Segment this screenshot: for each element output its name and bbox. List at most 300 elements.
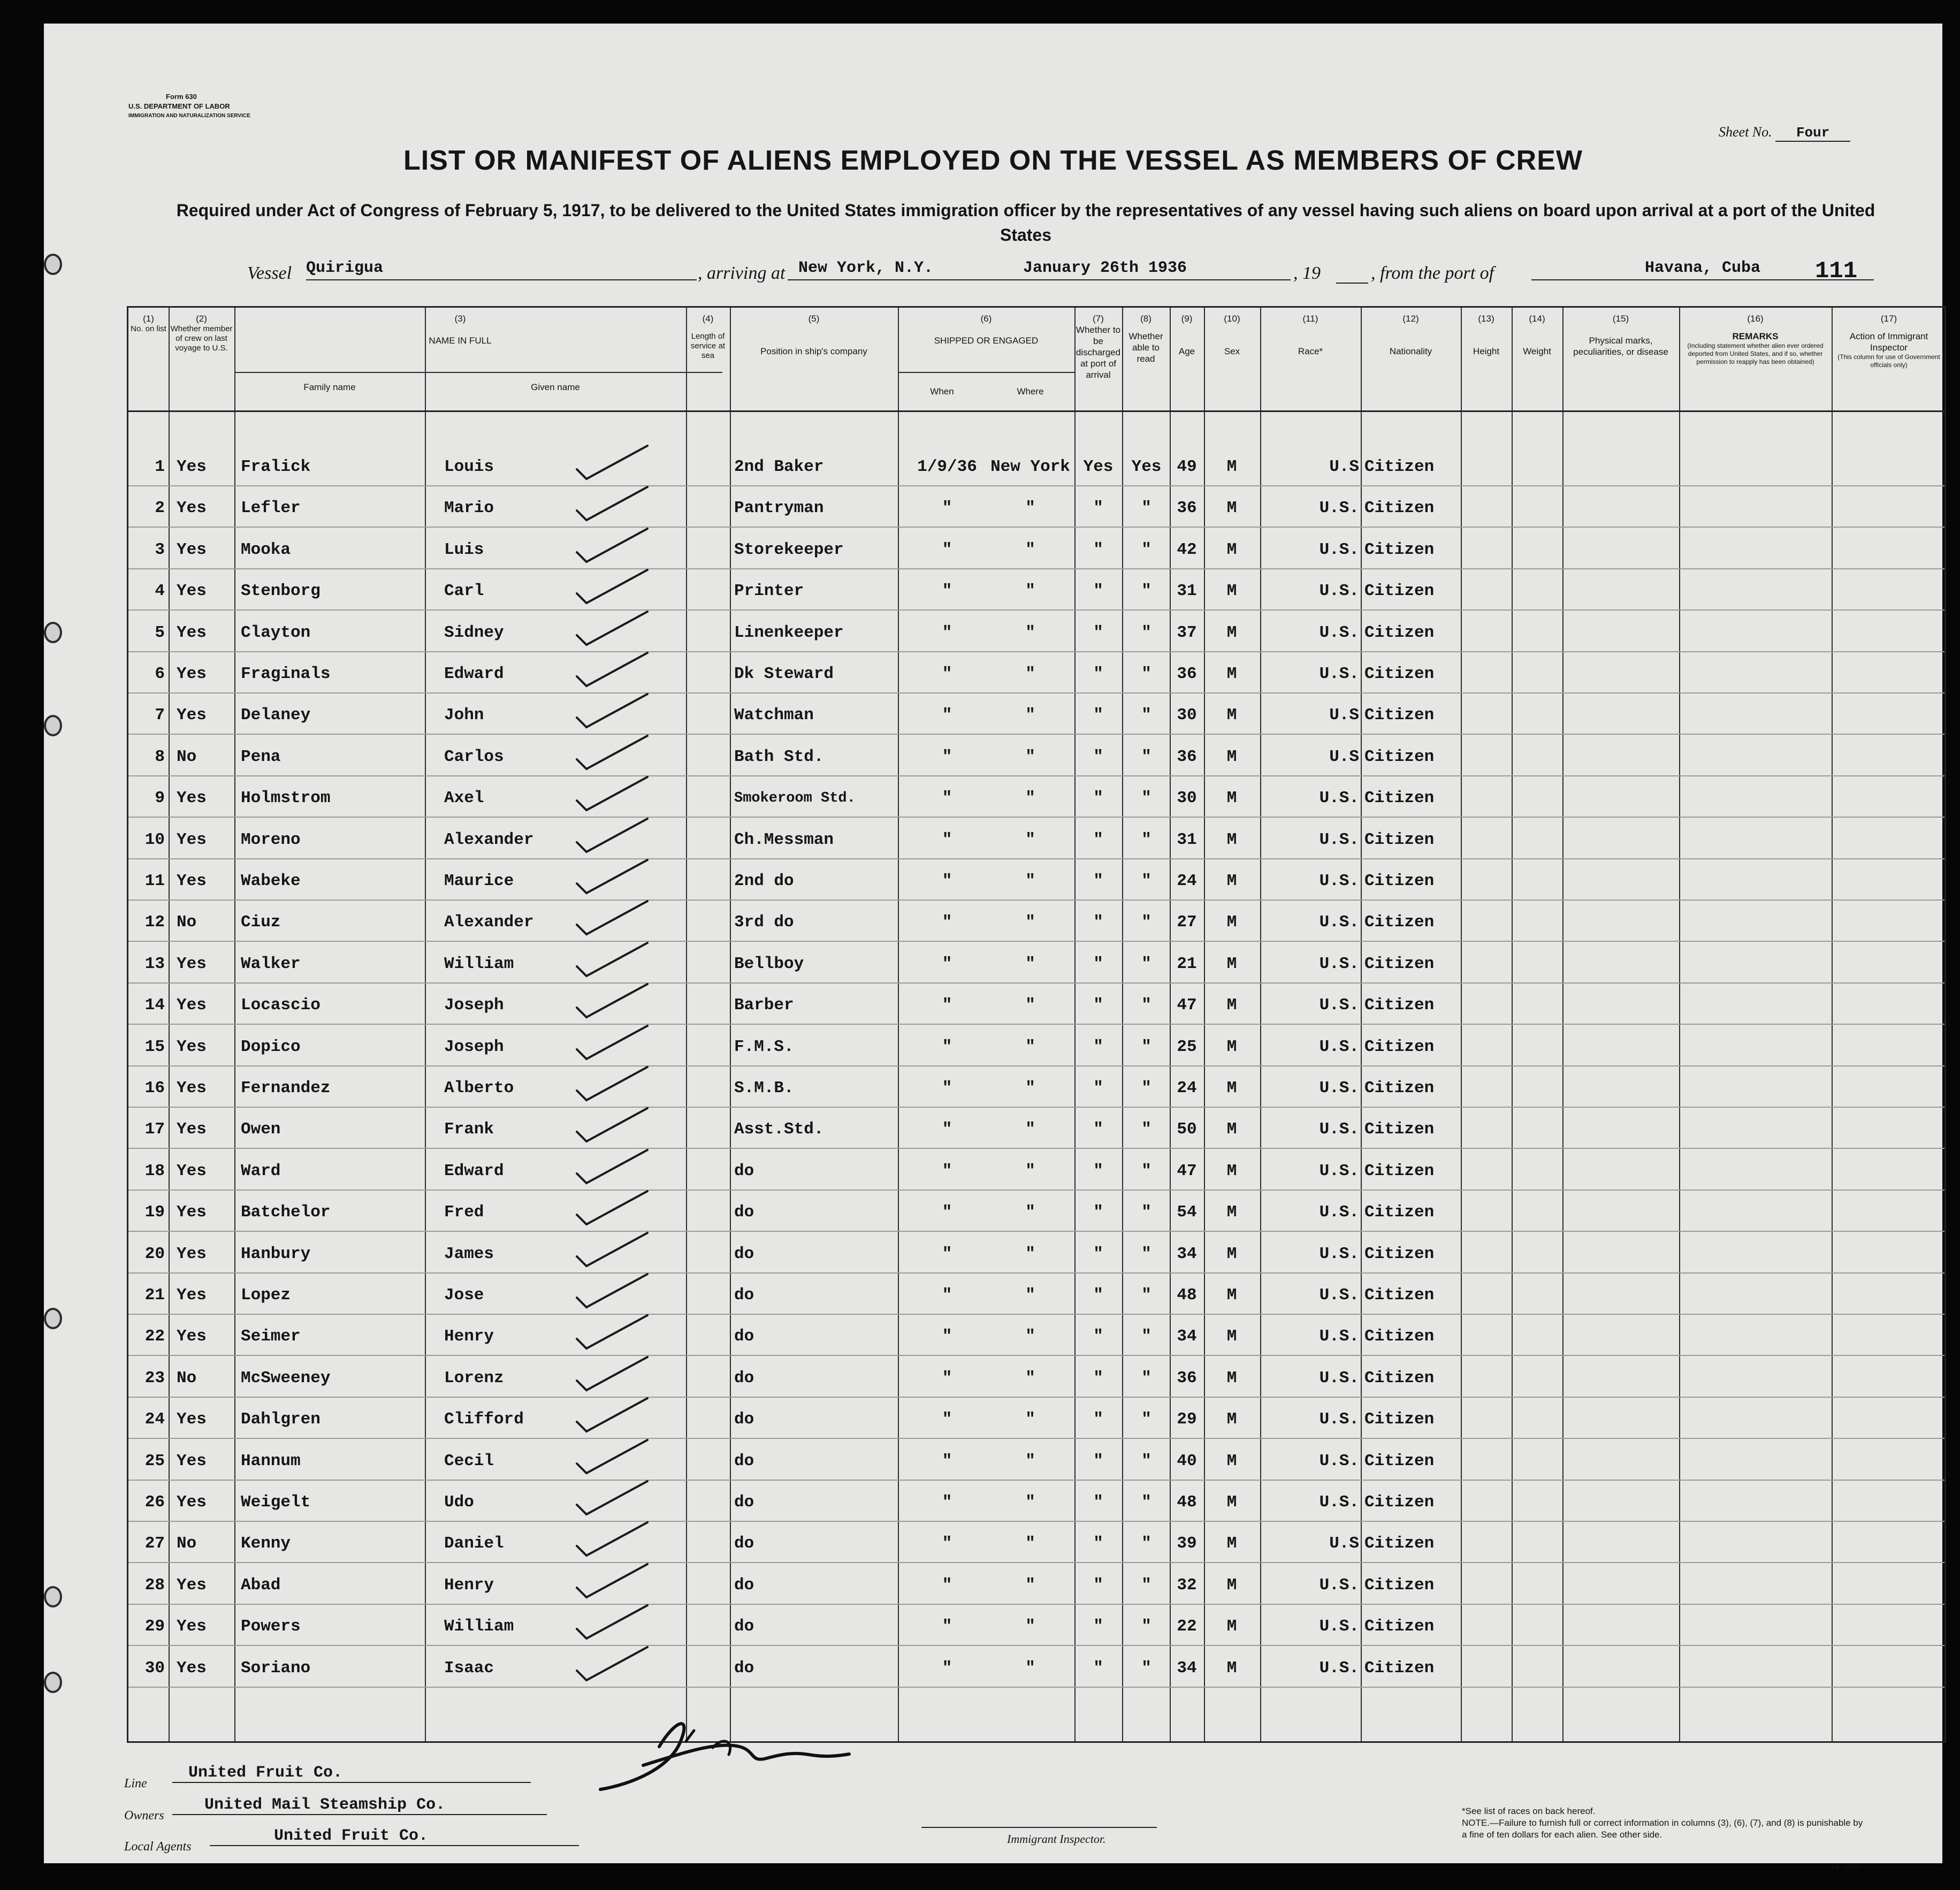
- cell-no: 12: [144, 913, 165, 932]
- cell-last: Yes: [177, 1244, 207, 1263]
- checkmark-icon: [573, 775, 653, 812]
- cell-position: 2nd do: [734, 872, 794, 890]
- cell-race: U.S: [1329, 458, 1359, 476]
- cell-race: U.S.: [1319, 1244, 1359, 1263]
- cell-no: 15: [144, 1037, 165, 1056]
- cell-discharged: ": [1093, 582, 1103, 601]
- cell-when: ": [942, 830, 952, 849]
- cell-when: ": [942, 665, 952, 683]
- cell-when: ": [942, 1493, 952, 1512]
- cell-last: Yes: [177, 830, 207, 849]
- checkmark-icon: [573, 1520, 653, 1558]
- cell-read: ": [1141, 913, 1151, 932]
- cell-nationality: Citizen: [1364, 872, 1435, 890]
- races-note: *See list of races on back hereof.: [1462, 1806, 1596, 1816]
- cell-age: 29: [1177, 1410, 1197, 1429]
- cell-discharged: ": [1093, 1575, 1103, 1595]
- cell-where: ": [1025, 623, 1035, 642]
- cell-discharged: ": [1093, 1244, 1103, 1263]
- cell-race: U.S.: [1319, 954, 1359, 973]
- cell-where: ": [1025, 1203, 1035, 1222]
- cell-discharged: Yes: [1083, 458, 1114, 476]
- col5-number: (5): [808, 314, 820, 324]
- cell-given: Louis: [444, 458, 494, 476]
- cell-read: ": [1141, 747, 1151, 766]
- cell-no: 16: [144, 1079, 165, 1098]
- form-code: 14—1260: [1831, 1863, 1859, 1871]
- cell-when: ": [942, 1575, 952, 1595]
- cell-discharged: ": [1093, 706, 1103, 725]
- cell-position: 3rd do: [734, 913, 794, 932]
- cell-no: 11: [144, 872, 165, 890]
- cell-family: Clayton: [241, 623, 311, 642]
- cell-discharged: ": [1093, 1120, 1103, 1139]
- cell-no: 19: [144, 1203, 165, 1222]
- manifest-number: 111: [1815, 258, 1858, 285]
- cell-no: 30: [144, 1658, 165, 1678]
- cell-race: U.S: [1329, 706, 1359, 725]
- fine-note: NOTE.—Failure to furnish full or correct information in columns (3), (6), (7), and (8) is punishable by a fine of ten dollars for each alien. See other side.: [1462, 1818, 1863, 1840]
- cell-discharged: ": [1093, 1658, 1103, 1678]
- cell-when: ": [942, 996, 952, 1015]
- cell-given: John: [444, 706, 484, 725]
- cell-discharged: ": [1093, 747, 1103, 766]
- cell-position: Watchman: [734, 706, 814, 725]
- table-row: [128, 1442, 1944, 1483]
- cell-race: U.S.: [1319, 830, 1359, 849]
- cell-where: ": [1025, 665, 1035, 683]
- cell-nationality: Citizen: [1364, 1617, 1435, 1636]
- cell-where: ": [1025, 913, 1035, 932]
- cell-given: Luis: [444, 540, 484, 559]
- year-label: , 19: [1293, 263, 1321, 283]
- checkmark-icon: [573, 858, 653, 895]
- cell-when: ": [942, 1410, 952, 1429]
- table-row: [128, 489, 1944, 530]
- cell-no: 24: [144, 1410, 165, 1429]
- cell-discharged: ": [1093, 830, 1103, 849]
- cell-age: 24: [1177, 1079, 1197, 1098]
- cell-sex: M: [1226, 747, 1237, 766]
- cell-read: ": [1141, 996, 1151, 1015]
- cell-position: do: [734, 1244, 754, 1263]
- cell-discharged: ": [1093, 1161, 1103, 1180]
- cell-family: Batchelor: [241, 1203, 331, 1222]
- checkmark-icon: [573, 1148, 653, 1185]
- col11-label: Race*: [1298, 346, 1323, 356]
- checkmark-icon: [573, 899, 653, 936]
- cell-given: Isaac: [444, 1658, 494, 1678]
- col4-label: Length of service at sea: [690, 332, 726, 360]
- cell-position: do: [734, 1451, 754, 1470]
- checkmark-icon: [573, 817, 653, 854]
- cell-nationality: Citizen: [1364, 1368, 1435, 1388]
- cell-age: 36: [1177, 1368, 1197, 1388]
- table-row: [128, 1607, 1944, 1648]
- cell-sex: M: [1226, 913, 1237, 932]
- cell-sex: M: [1226, 1410, 1237, 1429]
- checkmark-icon: [573, 1479, 653, 1516]
- table-row: [128, 1400, 1944, 1441]
- col16-number: (16): [1747, 314, 1764, 324]
- cell-where: ": [1025, 830, 1035, 849]
- binder-hole: [44, 254, 62, 275]
- cell-discharged: ": [1093, 1493, 1103, 1512]
- cell-read: ": [1141, 623, 1151, 642]
- cell-read: Yes: [1131, 458, 1162, 476]
- cell-when: ": [942, 1286, 952, 1305]
- cell-last: No: [177, 1534, 197, 1553]
- cell-where: ": [1025, 499, 1035, 518]
- cell-last: Yes: [177, 1451, 207, 1470]
- cell-where: ": [1025, 789, 1035, 808]
- cell-nationality: Citizen: [1364, 1079, 1435, 1098]
- cell-nationality: Citizen: [1364, 540, 1435, 559]
- cell-sex: M: [1226, 1575, 1237, 1595]
- cell-discharged: ": [1093, 1327, 1103, 1346]
- cell-sex: M: [1226, 1203, 1237, 1222]
- cell-sex: M: [1226, 789, 1237, 808]
- cell-nationality: Citizen: [1364, 706, 1435, 725]
- cell-when: ": [942, 1120, 952, 1139]
- cell-last: Yes: [177, 665, 207, 683]
- cell-last: Yes: [177, 1617, 207, 1636]
- cell-nationality: Citizen: [1364, 1203, 1435, 1222]
- binder-hole: [44, 1586, 62, 1607]
- cell-family: Dahlgren: [241, 1410, 321, 1429]
- col9-label: Age: [1178, 346, 1195, 356]
- cell-discharged: ": [1093, 1079, 1103, 1098]
- col13-number: (13): [1478, 314, 1494, 324]
- cell-family: Fernandez: [241, 1079, 331, 1098]
- cell-given: Alexander: [444, 913, 534, 932]
- cell-given: Carlos: [444, 747, 504, 766]
- cell-position: 2nd Baker: [734, 458, 824, 476]
- cell-race: U.S.: [1319, 1368, 1359, 1388]
- footer-notes: [1462, 1805, 1869, 1841]
- checkmark-icon: [573, 568, 653, 605]
- cell-age: 54: [1177, 1203, 1197, 1222]
- cell-nationality: Citizen: [1364, 1244, 1435, 1263]
- checkmark-icon: [573, 734, 653, 771]
- cell-no: 17: [144, 1120, 165, 1139]
- form-number: Form 630: [166, 93, 197, 101]
- cell-nationality: Citizen: [1364, 996, 1435, 1015]
- cell-where: ": [1025, 1244, 1035, 1263]
- cell-sex: M: [1226, 1534, 1237, 1553]
- cell-position: Pantryman: [734, 499, 824, 518]
- cell-nationality: Citizen: [1364, 1575, 1435, 1595]
- table-row: [128, 614, 1944, 654]
- checkmark-icon: [573, 1106, 653, 1144]
- cell-sex: M: [1226, 1079, 1237, 1098]
- cell-race: U.S.: [1319, 1037, 1359, 1056]
- cell-nationality: Citizen: [1364, 747, 1435, 766]
- table-row: [128, 1069, 1944, 1110]
- cell-read: ": [1141, 499, 1151, 518]
- cell-where: ": [1025, 1037, 1035, 1056]
- sheet-number-label: Sheet No.: [1719, 124, 1772, 140]
- cell-given: Fred: [444, 1203, 484, 1222]
- col10-label: Sex: [1224, 346, 1240, 356]
- col6-where-header: Where: [1017, 386, 1044, 397]
- cell-family: Walker: [241, 954, 301, 973]
- cell-race: U.S.: [1319, 872, 1359, 890]
- table-row: [128, 655, 1944, 696]
- cell-when: ": [942, 623, 952, 642]
- cell-race: U.S.: [1319, 1617, 1359, 1636]
- cell-where: ": [1025, 1327, 1035, 1346]
- cell-family: Pena: [241, 747, 281, 766]
- cell-where: ": [1025, 540, 1035, 559]
- cell-sex: M: [1226, 1037, 1237, 1056]
- cell-when: ": [942, 540, 952, 559]
- checkmark-icon: [573, 1355, 653, 1392]
- cell-discharged: ": [1093, 1037, 1103, 1056]
- service-name: IMMIGRATION AND NATURALIZATION SERVICE: [128, 113, 250, 119]
- vessel-value: Quirigua: [306, 259, 697, 280]
- table-row: [128, 1193, 1944, 1234]
- col2-number: (2): [196, 314, 207, 324]
- cell-no: 26: [144, 1493, 165, 1512]
- cell-sex: M: [1226, 582, 1237, 601]
- cell-read: ": [1141, 1244, 1151, 1263]
- cell-race: U.S: [1329, 1534, 1359, 1553]
- checkmark-icon: [573, 444, 653, 481]
- cell-no: 14: [144, 996, 165, 1015]
- cell-age: 34: [1177, 1658, 1197, 1678]
- cell-sex: M: [1226, 706, 1237, 725]
- cell-position: Dk Steward: [734, 665, 834, 683]
- cell-where: ": [1025, 706, 1035, 725]
- cell-read: ": [1141, 582, 1151, 601]
- cell-position: S.M.B.: [734, 1079, 794, 1098]
- cell-last: Yes: [177, 582, 207, 601]
- cell-family: Moreno: [241, 830, 301, 849]
- cell-given: Clifford: [444, 1410, 524, 1429]
- cell-no: 8: [155, 747, 165, 766]
- manifest-sheet: [44, 24, 1942, 1871]
- cell-no: 25: [144, 1451, 165, 1470]
- col3-given-header: Given name: [531, 382, 580, 392]
- cell-family: Mooka: [241, 540, 291, 559]
- cell-last: Yes: [177, 954, 207, 973]
- col1-number: (1): [143, 314, 154, 324]
- cell-race: U.S.: [1319, 789, 1359, 808]
- cell-no: 28: [144, 1575, 165, 1595]
- cell-family: McSweeney: [241, 1368, 331, 1388]
- cell-position: do: [734, 1617, 754, 1636]
- cell-age: 36: [1177, 499, 1197, 518]
- cell-where: ": [1025, 1451, 1035, 1470]
- cell-when: ": [942, 1658, 952, 1678]
- cell-race: U.S.: [1319, 1658, 1359, 1678]
- cell-discharged: ": [1093, 913, 1103, 932]
- checkmark-icon: [573, 527, 653, 564]
- cell-sex: M: [1226, 540, 1237, 559]
- cell-family: Lopez: [241, 1286, 291, 1305]
- cell-nationality: Citizen: [1364, 458, 1435, 476]
- cell-when: ": [942, 789, 952, 808]
- cell-last: Yes: [177, 789, 207, 808]
- cell-age: 31: [1177, 582, 1197, 601]
- cell-sex: M: [1226, 954, 1237, 973]
- cell-age: 50: [1177, 1120, 1197, 1139]
- page-title: LIST OR MANIFEST OF ALIENS EMPLOYED ON THE VESSEL AS MEMBERS OF CREW: [403, 145, 1583, 176]
- date-value: January 26th 1936: [1023, 259, 1291, 280]
- sheet-number-value: Four: [1775, 125, 1850, 142]
- cell-no: 22: [144, 1327, 165, 1346]
- cell-position: Barber: [734, 996, 794, 1015]
- cell-where: ": [1025, 582, 1035, 601]
- table-row: [128, 1028, 1944, 1069]
- cell-race: U.S.: [1319, 540, 1359, 559]
- cell-sex: M: [1226, 1493, 1237, 1512]
- cell-given: James: [444, 1244, 494, 1263]
- cell-sex: M: [1226, 1120, 1237, 1139]
- cell-family: Seimer: [241, 1327, 301, 1346]
- cell-given: Cecil: [444, 1451, 494, 1470]
- cell-sex: M: [1226, 1658, 1237, 1678]
- table-row: [128, 531, 1944, 571]
- col6-label: SHIPPED OR ENGAGED: [934, 336, 1039, 346]
- form-identifier: [128, 92, 250, 121]
- cell-race: U.S.: [1319, 499, 1359, 518]
- cell-when: ": [942, 747, 952, 766]
- cell-age: 42: [1177, 540, 1197, 559]
- cell-family: Dopico: [241, 1037, 301, 1056]
- checkmark-icon: [573, 1562, 653, 1599]
- cell-read: ": [1141, 1120, 1151, 1139]
- cell-when: ": [942, 706, 952, 725]
- cell-position: do: [734, 1493, 754, 1512]
- cell-family: Delaney: [241, 706, 311, 725]
- cell-given: Udo: [444, 1493, 474, 1512]
- cell-age: 36: [1177, 665, 1197, 683]
- cell-discharged: ": [1093, 623, 1103, 642]
- cell-last: Yes: [177, 1658, 207, 1678]
- cell-nationality: Citizen: [1364, 913, 1435, 932]
- col17-number: (17): [1880, 314, 1897, 324]
- checkmark-icon: [573, 941, 653, 978]
- cell-nationality: Citizen: [1364, 1658, 1435, 1678]
- cell-read: ": [1141, 954, 1151, 973]
- cell-family: Abad: [241, 1575, 281, 1595]
- cell-nationality: Citizen: [1364, 1534, 1435, 1553]
- cell-sex: M: [1226, 1244, 1237, 1263]
- cell-last: Yes: [177, 623, 207, 642]
- cell-race: U.S.: [1319, 1120, 1359, 1139]
- cell-age: 21: [1177, 954, 1197, 973]
- cell-no: 13: [144, 954, 165, 973]
- cell-position: Ch.Messman: [734, 830, 834, 849]
- col3-label: NAME IN FULL: [429, 336, 492, 346]
- cell-race: U.S.: [1319, 1451, 1359, 1470]
- cell-given: Edward: [444, 665, 504, 683]
- cell-family: Powers: [241, 1617, 301, 1636]
- cell-given: William: [444, 1617, 514, 1636]
- cell-when: ": [942, 1203, 952, 1222]
- cell-position: do: [734, 1534, 754, 1553]
- cell-read: ": [1141, 1161, 1151, 1180]
- cell-sex: M: [1226, 996, 1237, 1015]
- cell-nationality: Citizen: [1364, 582, 1435, 601]
- cell-when: ": [942, 1161, 952, 1180]
- cell-read: ": [1141, 540, 1151, 559]
- cell-discharged: ": [1093, 996, 1103, 1015]
- col6-number: (6): [980, 314, 992, 324]
- cell-age: 24: [1177, 872, 1197, 890]
- col9-number: (9): [1181, 314, 1193, 324]
- cell-where: ": [1025, 1534, 1035, 1553]
- cell-race: U.S.: [1319, 1161, 1359, 1180]
- cell-read: ": [1141, 1410, 1151, 1429]
- cell-race: U.S.: [1319, 665, 1359, 683]
- cell-nationality: Citizen: [1364, 665, 1435, 683]
- col15-number: (15): [1612, 314, 1629, 324]
- binder-hole: [44, 622, 62, 643]
- col7-number: (7): [1093, 314, 1104, 324]
- cell-where: ": [1025, 747, 1035, 766]
- checkmark-icon: [573, 1645, 653, 1682]
- cell-nationality: Citizen: [1364, 830, 1435, 849]
- owners-label: Owners: [124, 1809, 164, 1823]
- col1-label: No. on list: [131, 324, 166, 333]
- table-row: [128, 448, 1944, 489]
- cell-when: ": [942, 499, 952, 518]
- cell-age: 40: [1177, 1451, 1197, 1470]
- cell-family: Holmstrom: [241, 789, 331, 808]
- cell-position: Storekeeper: [734, 540, 844, 559]
- cell-when: ": [942, 1327, 952, 1346]
- checkmark-icon: [573, 1396, 653, 1434]
- department-name: U.S. DEPARTMENT OF LABOR: [128, 102, 230, 110]
- cell-sex: M: [1226, 1617, 1237, 1636]
- cell-given: Mario: [444, 499, 494, 518]
- cell-sex: M: [1226, 1451, 1237, 1470]
- col8-number: (8): [1140, 314, 1151, 324]
- col12-number: (12): [1402, 314, 1419, 324]
- cell-position: do: [734, 1410, 754, 1429]
- cell-position: Linenkeeper: [734, 623, 844, 642]
- cell-race: U.S.: [1319, 582, 1359, 601]
- cell-no: 4: [155, 582, 165, 601]
- cell-given: Alexander: [444, 830, 534, 849]
- cell-nationality: Citizen: [1364, 1493, 1435, 1512]
- cell-race: U.S.: [1319, 623, 1359, 642]
- cell-read: ": [1141, 1617, 1151, 1636]
- cell-read: ": [1141, 1327, 1151, 1346]
- cell-where: ": [1025, 1493, 1035, 1512]
- col8-label: Whether able to read: [1128, 331, 1163, 364]
- cell-sex: M: [1226, 1286, 1237, 1305]
- cell-sex: M: [1226, 872, 1237, 890]
- cell-last: Yes: [177, 499, 207, 518]
- cell-position: do: [734, 1658, 754, 1678]
- cell-no: 2: [155, 499, 165, 518]
- table-row: [128, 1276, 1944, 1317]
- cell-discharged: ": [1093, 789, 1103, 808]
- cell-nationality: Citizen: [1364, 499, 1435, 518]
- cell-nationality: Citizen: [1364, 1327, 1435, 1346]
- cell-position: Bellboy: [734, 954, 804, 973]
- checkmark-icon: [573, 651, 653, 688]
- cell-age: 30: [1177, 706, 1197, 725]
- cell-race: U.S.: [1319, 1327, 1359, 1346]
- cell-no: 6: [155, 665, 165, 683]
- cell-age: 37: [1177, 623, 1197, 642]
- checkmark-icon: [573, 609, 653, 647]
